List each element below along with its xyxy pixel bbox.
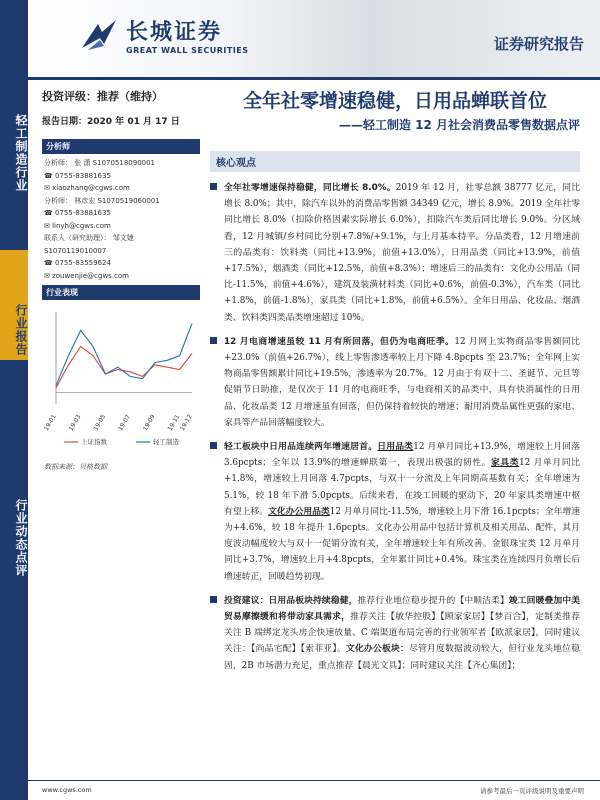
logo: [78, 14, 249, 56]
x-tick-label: 19-09: [141, 413, 157, 433]
x-tick-label: 19-01: [42, 413, 58, 433]
report-title: 全年社零增速稳健，日用品蝉联首位: [242, 90, 547, 112]
trend-heading: 行业表现: [42, 285, 200, 300]
paragraph-lead: 轻工板块中日用品连续两年增速居首。: [224, 442, 378, 453]
sidebar: [0, 0, 28, 800]
paragraph-body: 12 月单月同比+1.8%，增速较上月回落 4.7pcpts，与双十一分流及上年同期高基数有关；全年增速为 5.1%，较 18 年下滑 5.0pcpts。后续来看，在竣工回暖的驱动下，20 年家具类增速中枢有望上移。: [224, 458, 580, 517]
x-tick-label: 19-05: [92, 413, 108, 433]
analyst-heading: 分析师: [42, 139, 200, 154]
footer-disclaimer: 请参考最后一页评级说明及重要声明: [480, 787, 584, 795]
report-subtitle: ——轻工制造 12 月社会消费品零售数据点评: [338, 118, 580, 132]
analyst-line: 联系人（研究助理）： 邹文婕: [44, 234, 134, 242]
paragraph-advice: [210, 593, 580, 674]
paragraph-lead: 投资建议：日用品板块持续稳健，: [224, 595, 358, 606]
logo-cn: 长城证券: [126, 20, 223, 45]
paragraph-lead: 竣工回暖叠加中美贸易摩擦缓和将带动家具需求，: [224, 595, 580, 623]
trend-chart-svg: [42, 304, 200, 454]
analyst-block: [42, 154, 200, 285]
main-content: [210, 88, 580, 674]
paragraph-body: 推荐关注【敏华控股】【顾家家居】【梦百合】，定制类推荐关注 B 端绑定龙头房企快速放量、C 端渠道布局完善的行业领军者【欧派家居】，同时建议关注：【尚品宅配】【索菲亚】。: [224, 612, 580, 655]
series-line: [56, 347, 192, 388]
paragraph-body: 12 月网上实物商品零售额同比+23.0%（前值+26.7%），线上零售渗透率较上月下降 4.8pcpts 至 23.7%；全年网上实物商品零售额累计同比+19.5%，渗透率为 20.7%。12 月由于有双十二、圣诞节、元旦等促销节日助推，是仅次于 11 月的电商旺季，与电商相关的品类中，具有快消属性的日用品、化妆品类 12 月增速虽有回落，但仍保持着较快的增速；耐用消费品属性更强的家电、家具等产品回落幅度较大。: [224, 336, 580, 428]
report-date: 报告日期：2020 年 01 月 17 日: [42, 117, 180, 127]
x-tick-label: 19-11: [166, 413, 182, 433]
analyst-line: 分析师： 林彦宏 S1070519060001: [44, 196, 160, 205]
bullet-icon: [210, 596, 217, 603]
analyst-line: ✉ zouwenjie@cgws.com: [44, 271, 129, 280]
paragraph-body: 尽管月度数据波动较大，但行业龙头地位稳固，2B 市场潜力充足，重点推荐【晨光文具】；同时建议关注【齐心集团】；: [224, 644, 580, 671]
paragraph-sector: [210, 439, 580, 585]
bullet-icon: [210, 337, 217, 344]
sidebar-report-label: 行业报告: [0, 250, 28, 360]
analyst-line: 分析师： 张 潇 S1070518090001: [44, 159, 156, 167]
paragraph-body: 12 月单月同比-11.5%，增速较上月下滑 16.1pcpts；全年增速为+4.6%，较 18 年提升 1.6pcpts。文化办公用品中包括计算机及相关用品、配件，其月度波动幅度较大与双十一促销分流有关，全年增速较上年有所改善。金银珠宝类 12 月单月同比+3.7%，增速较上月+4.8pcpts，全年累计同比+0.4%。珠宝类在连续四月负增长后增速转正，回暖趋势初现。: [224, 506, 580, 582]
bullet-icon: [210, 442, 217, 449]
x-tick-label: 19-12: [178, 413, 194, 433]
logo-icon: [78, 14, 120, 56]
logo-en: GREAT WALL SECURITIES: [126, 46, 249, 55]
analyst-line: S1070119010007: [44, 246, 107, 255]
paragraph-ecommerce: [210, 334, 580, 431]
paragraph-retail: [210, 180, 580, 326]
legend-label: 轻工制造: [153, 438, 179, 446]
x-tick-label: 19-07: [117, 413, 132, 433]
paragraph-lead: 文化办公板块：: [345, 644, 410, 655]
footer-site: www.cgws.com: [42, 786, 92, 794]
analyst-line: ✉ xiaozhang@cgws.com: [44, 184, 130, 192]
analyst-line: ☎ 0755-83559624: [44, 259, 111, 267]
sidebar-comment-label: 行业动态点评: [14, 499, 28, 577]
category-daily: 日用品类: [377, 442, 414, 453]
paragraph-lead: 12 月电商增速虽较 11 月有所回落，但仍为电商旺季。: [224, 336, 455, 347]
trend-chart: [42, 304, 200, 458]
analyst-line: ☎ 0755-83881635: [44, 171, 111, 180]
x-tick-label: 19-03: [67, 413, 83, 433]
analyst-line: ☎ 0755-83881635: [44, 209, 111, 217]
paragraph-body: 12 月单月同比+13.9%，增速较上月回落 3.6pcpts；全年以 13.9%的增速蝉联第一，表现出极强的韧性。: [224, 442, 580, 469]
paragraph-lead: 全年社零增速保持稳健，同比增长 8.0%。: [224, 183, 396, 193]
paragraph-body: 推荐行业地位稳步提升的【中顺洁柔】: [357, 595, 509, 606]
analyst-line: ✉ linyh@cgws.com: [44, 221, 111, 230]
category-office: 文化办公用品类: [268, 506, 330, 517]
bullet-icon: [210, 183, 217, 190]
legend-label: 上证指数: [81, 438, 107, 446]
left-column: [42, 88, 200, 476]
category-furniture: 家具类: [490, 458, 520, 469]
header: [28, 0, 600, 80]
paragraph-body: 2019 年 12 月，社零总额 38777 亿元，同比增长 8.0%；其中，除汽车以外的消费品零售额 34349 亿元，增长 8.9%。2019 全年社零同比增长 8.0%（扣除价格因素实际增长 6.0%），扣除汽车类后同比增长 9.0%。分区域看，12 月城镇/乡村同比分别+7.8%/+9.1%，与上月基本持平。分品类看，12 月增速前三的品类有：饮料类（同比+13.9%，前值+13.0%），日用品类（同比+13.9%，前值+17.5%），烟酒类（同比+12.5%，前值+8.3%）；增速后三的品类有：文化办公用品（同比-11.5%，前值+4.6%），建筑及装潢材料类（同比+0.6%，前值-0.3%），汽车类（同比+1.8%，前值-1.8%），家具类（同比+1.8%，前值+6.5%）。全年日用品、化妆品、烟酒类、饮料类四类品类增速超过 10%。: [224, 183, 580, 323]
chart-source: 数据来源：贝格数据: [44, 463, 107, 471]
rating: 投资评级：推荐（维持）: [42, 90, 163, 103]
sidebar-industry-label: 轻工制造行业: [14, 114, 28, 192]
series-line: [56, 324, 192, 386]
core-heading: 核心观点: [210, 151, 580, 172]
report-type: 证券研究报告: [493, 35, 584, 53]
footer: [28, 780, 600, 800]
